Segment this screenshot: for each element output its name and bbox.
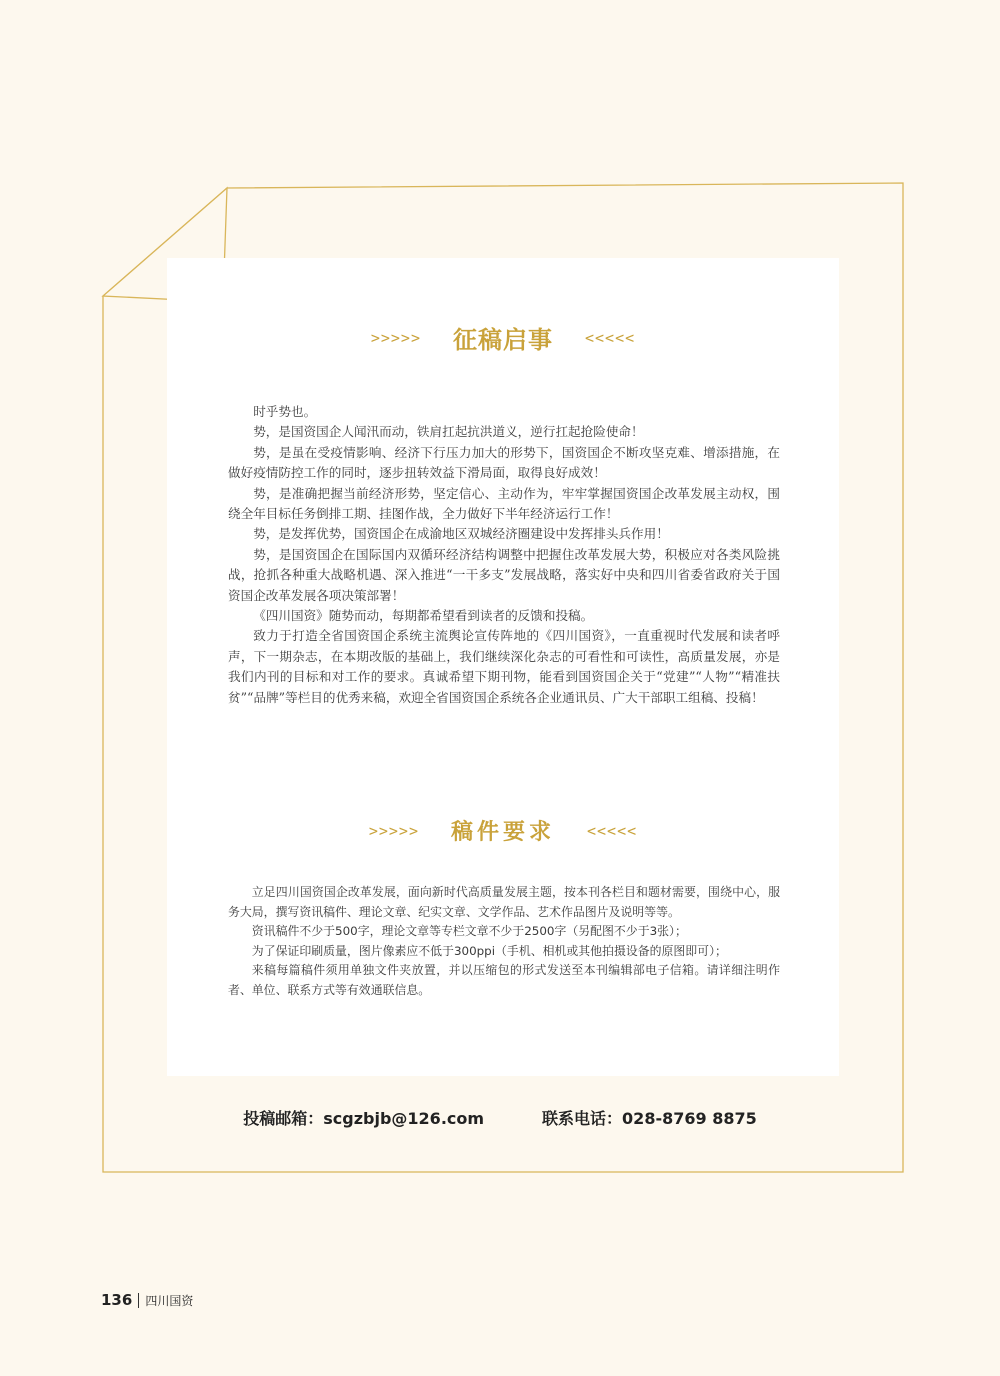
paragraph: 时乎势也。 [253,404,317,419]
paragraph: 致力于打造全省国资国企系统主流舆论宣传阵地的《四川国资》，一直重视时代发展和读者呼声，下一期杂志，在本期改版的基础上，我们继续深化杂志的可看性和可读性，高质量发展，亦是我们内刊的目标和对工作的要求。真诚希望下期刊物，能看到国资国企关于“党建”“人物”“精准扶贫”“品牌”等栏目的优秀来稿，欢迎全省国资国企系统各企业通讯员、广大干部职工组稿、投稿！ [228,628,780,705]
arrows-right: <<<<< [585,328,636,347]
paragraph: 势，是准确把握当前经济形势，坚定信心、主动作为，牢牢掌握国资国企改革发展主动权，围绕全年目标任务倒排工期、挂图作战，全力做好下半年经济运行工作！ [228,485,780,522]
contact-phone: 联系电话：028-8769 8875 [542,1109,757,1128]
call-for-papers-body [228,402,780,708]
paragraph: 《四川国资》随势而动，每期都希望看到读者的反馈和投稿。 [253,608,594,624]
paragraph: 势，是虽在受疫情影响、经济下行压力加大的形势下，国资国企不断攻坚克难、增添措施，在做好疫情防控工作的同时，逐步扭转效益下滑局面，取得良好成效！ [228,444,780,481]
contact-info [0,1106,1000,1129]
arrows-right: <<<<< [587,821,638,840]
paragraph: 势，是国资国企在国际国内双循环经济结构调整中把握住改革发展大势，积极应对各类风险挑战，抢抓各种重大战略机遇、深入推进“一干多支”发展战略，落实好中央和四川省委省政府关于国资国企改革发展各项决策部署！ [228,546,780,603]
section-title: 征稿启事 [453,326,553,354]
arrows-left: >>>>> [368,821,419,840]
paragraph: 立足四川国资国企改革发展，面向新时代高质量发展主题，按本刊各栏目和题材需要，围绕中心，服务大局，撰写资讯稿件、理论文章、纪实文章、文学作品、艺术作品图片及说明等等。 [228,885,780,919]
footer-divider [138,1293,139,1308]
arrows-left: >>>>> [370,328,421,347]
section-title: 稿件要求 [450,819,555,845]
paragraph: 资讯稿件不少于500字，理论文章等专栏文章不少于2500字（另配图不少于3张）； [251,924,687,938]
call-for-papers-heading [167,320,839,355]
paragraph: 来稿每篇稿件须用单独文件夹放置，并以压缩包的形式发送至本刊编辑部电子信箱。请详细注明作者、单位、联系方式等有效通联信息。 [228,963,780,997]
paragraph: 势，是国资国企人闻汛而动，铁肩扛起抗洪道义，逆行扛起抢险使命！ [253,424,644,440]
magazine-name: 四川国资 [145,1293,194,1308]
page-footer [101,1291,193,1309]
submission-requirements-heading [167,815,839,846]
paragraph: 势，是发挥优势，国资国企在成渝地区双城经济圈建设中发挥排头兵作用！ [253,526,669,542]
submission-email: 投稿邮箱：scgzbjb@126.com [243,1109,485,1128]
page-number: 136 [101,1291,133,1309]
paragraph: 为了保证印刷质量，图片像素应不低于300ppi（手机、相机或其他拍摄设备的原图即可）； [251,943,727,958]
submission-requirements-body [228,883,780,1000]
